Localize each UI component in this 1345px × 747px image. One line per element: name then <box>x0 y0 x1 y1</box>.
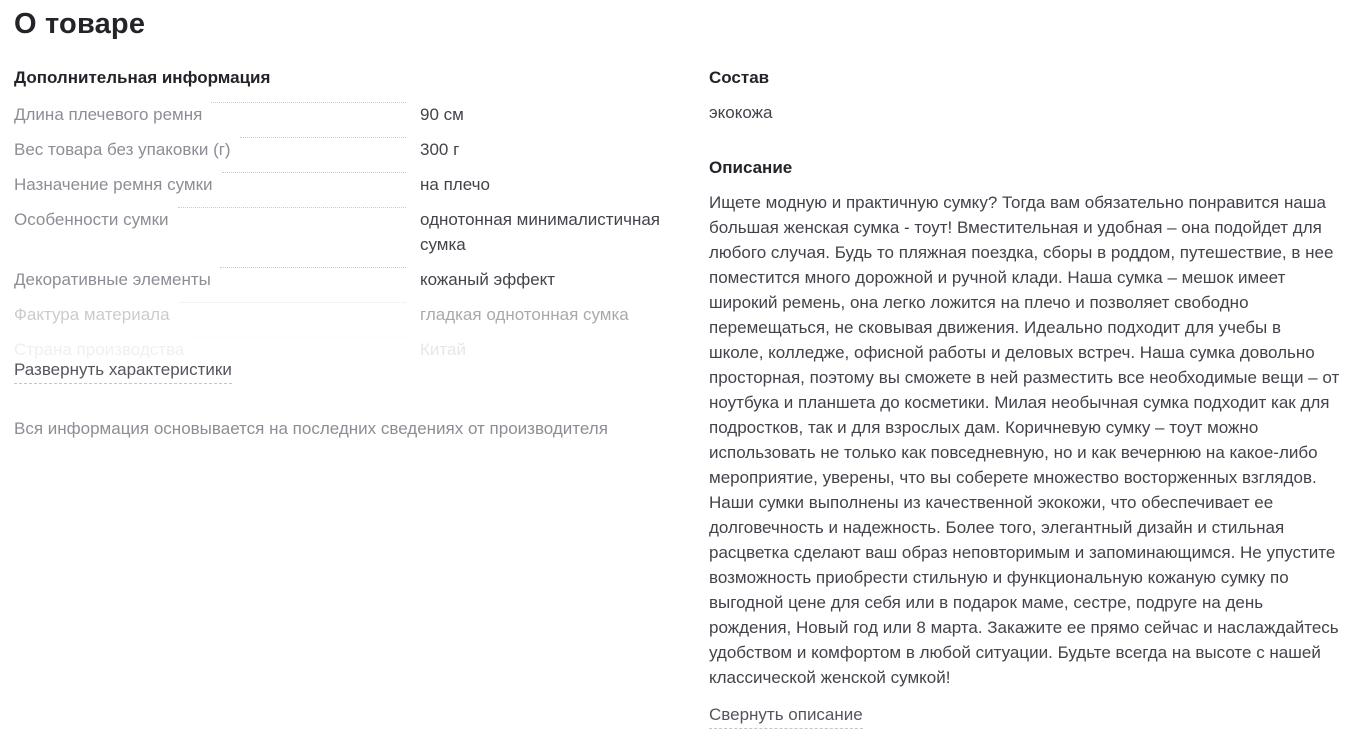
spec-value: кожаный эффект <box>420 270 556 289</box>
spec-value: Китай <box>420 340 466 359</box>
dotted-leader <box>240 137 406 138</box>
spec-row-strap-length <box>14 102 666 127</box>
composition-heading: Состав <box>709 68 770 87</box>
dotted-leader <box>179 302 406 303</box>
dotted-leader <box>178 207 406 208</box>
dotted-leader <box>193 337 406 338</box>
additional-info-heading: Дополнительная информация <box>14 68 271 87</box>
spec-row-weight <box>14 137 666 162</box>
description-text: Ищете модную и практичную сумку? Тогда вам обязательно понравится наша большая женская сумка - тоут! Вместительная и удобная – она подойдет для любого случая. Будь то пляжная поездка, сборы в роддом, путешествие, в нее поместится много дорожной и ручной клади. Наша сумка – мешок имеет широкий ремень, она легко ложится на плечо и позволяет свободно перемещаться, не сковывая движения. Идеально подходит для учебы в школе, колледже, офисной работы и деловых встреч. Наша сумка довольно просторная, поэтому вы сможете в ней разместить все необходимые вещи – от ноутбука и планшета до косметики. Милая необычная сумка подходит как для подростков, так и для взрослых дам. Коричневую сумку – тоут можно использовать не только как повседневную, но и как вечернюю на какое-либо мероприятие, уверены, что вы соберете множество восторженных взглядов. Наши сумки выполнены из качественной экокожи, что обеспечивает ее долговечность и надежность. Более того, элегантный дизайн и стильная расцветка сделают ваш образ неповторимым и запоминающимся. Не упустите возможность приобрести стильную и функциональную кожаную сумку по выгодной цене для себя или в подарок маме, сестре, подруге на день рождения, Новый год или 8 марта. Закажите ее прямо сейчас и наслаждайтесь удобством и комфортом в любой ситуации. Будьте всегда на высоте с нашей классической женской сумкой! <box>709 193 1340 687</box>
spec-label: Длина плечевого ремня <box>14 105 203 124</box>
composition-description-column <box>709 65 1340 729</box>
spec-row-country <box>14 337 666 359</box>
expand-characteristics-link[interactable]: Развернуть характеристики <box>14 357 232 384</box>
spec-value: однотонная минималистичная сумка <box>420 210 660 254</box>
content-columns <box>14 65 1340 729</box>
manufacturer-disclaimer: Вся информация основывается на последних сведениях от производителя <box>14 419 608 438</box>
spec-row-strap-purpose <box>14 172 666 197</box>
spec-label: Вес товара без упаковки (г) <box>14 140 231 159</box>
dotted-leader <box>222 172 406 173</box>
spec-value: 300 г <box>420 140 460 159</box>
additional-info-column <box>14 65 666 441</box>
spec-label: Страна производства <box>14 340 185 359</box>
spec-value: на плечо <box>420 175 490 194</box>
spec-row-bag-features <box>14 207 666 257</box>
spec-row-material-texture <box>14 302 666 327</box>
page-title: О товаре <box>14 8 146 40</box>
spec-label: Особенности сумки <box>14 210 169 229</box>
spec-row-decorative-elements <box>14 267 666 292</box>
spec-label: Декоративные элементы <box>14 270 211 289</box>
description-heading: Описание <box>709 158 793 177</box>
spec-value: 90 см <box>420 105 464 124</box>
collapse-description-link[interactable]: Свернуть описание <box>709 702 863 729</box>
spec-table <box>14 102 666 359</box>
spec-value: гладкая однотонная сумка <box>420 305 629 324</box>
spec-label: Фактура материала <box>14 305 170 324</box>
dotted-leader <box>220 267 406 268</box>
composition-value: экокожа <box>709 103 773 122</box>
dotted-leader <box>211 102 406 103</box>
spec-label: Назначение ремня сумки <box>14 175 213 194</box>
